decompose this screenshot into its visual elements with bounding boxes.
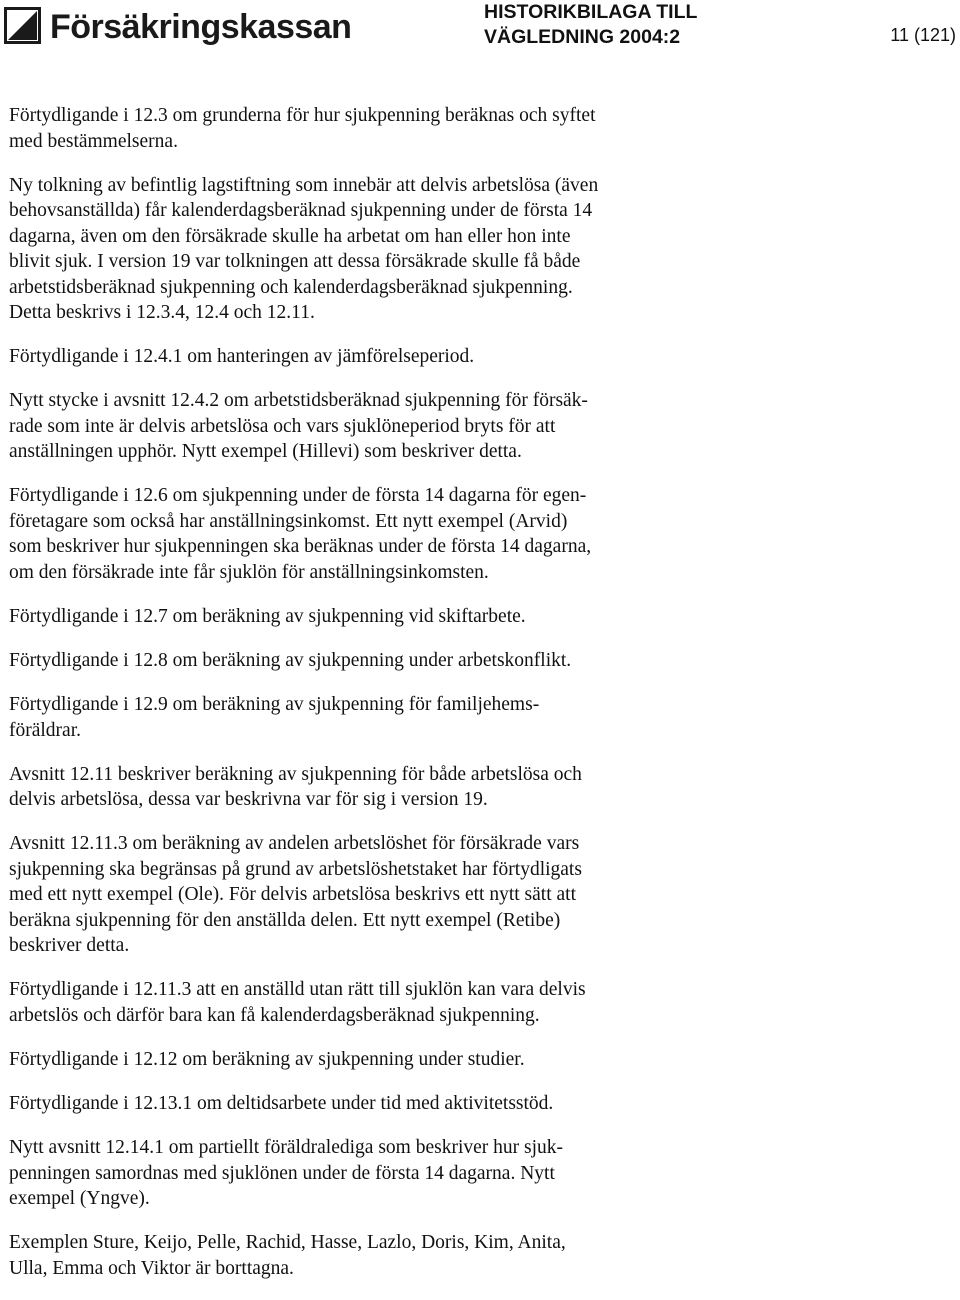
paragraph-line: anställningen upphör. Nytt exempel (Hillevi) som beskriver detta. [9, 441, 522, 463]
paragraph-line: Förtydligande i 12.7 om beräkning av sjukpenning vid skiftarbete. [9, 605, 526, 627]
logo [4, 4, 351, 47]
paragraph-line: Förtydligande i 12.13.1 om deltidsarbete under tid med aktivitetsstöd. [9, 1093, 554, 1115]
paragraph [9, 344, 949, 370]
paragraph-line: Förtydligande i 12.3 om grunderna för hur sjukpenning beräknas och syftet [9, 105, 596, 126]
page-header [0, 0, 960, 60]
paragraph-line: rade som inte är delvis arbetslösa och vars sjuklöneperiod bryts för att [9, 415, 556, 437]
document-title [484, 0, 697, 50]
paragraph-line: Nytt stycke i avsnitt 12.4.2 om arbetstidsberäknad sjukpenning för försäk- [9, 390, 588, 412]
document-body [9, 103, 949, 1300]
paragraph [9, 1091, 949, 1117]
paragraph-line: föräldrar. [9, 719, 82, 741]
paragraph [9, 831, 949, 959]
paragraph-line: sjukpenning ska begränsas på grund av arbetslöshetstaket har förtydligats [9, 858, 582, 880]
paragraph-line: Förtydligande i 12.8 om beräkning av sjukpenning under arbetskonflikt. [9, 650, 572, 672]
document-title-line-2: VÄGLEDNING 2004:2 [484, 26, 681, 48]
paragraph-line: om den försäkrade inte får sjuklön för anställningsinkomsten. [9, 561, 489, 583]
paragraph-line: arbetslös och därför bara kan få kalenderdagsberäknad sjukpenning. [9, 1004, 540, 1026]
paragraph-line: delvis arbetslösa, dessa var beskrivna var för sig i version 19. [9, 789, 488, 811]
paragraph [9, 1230, 949, 1281]
paragraph-line: Exemplen Sture, Keijo, Pelle, Rachid, Hasse, Lazlo, Doris, Kim, Anita, [9, 1232, 566, 1254]
paragraph-line: behovsanställda) får kalenderdagsberäknad sjukpenning under de första 14 [9, 200, 593, 222]
document-title-line-1: HISTORIKBILAGA TILL [484, 1, 698, 23]
paragraph-line: Ny tolkning av befintlig lagstiftning som innebär att delvis arbetslösa (även [9, 174, 599, 196]
paragraph [9, 604, 949, 630]
paragraph-line: dagarna, även om den försäkrade skulle ha arbetat om han eller hon inte [9, 225, 571, 247]
paragraph-line: Förtydligande i 12.4.1 om hanteringen av jämförelseperiod. [9, 346, 475, 368]
paragraph-line: arbetstidsberäknad sjukpenning och kalenderdagsberäknad sjukpenning. [9, 276, 573, 298]
paragraph-line: Förtydligande i 12.12 om beräkning av sjukpenning under studier. [9, 1049, 525, 1071]
paragraph [9, 1135, 949, 1212]
paragraph-line: Förtydligande i 12.9 om beräkning av sjukpenning för familjehems- [9, 694, 540, 716]
paragraph-line: företagare som också har anställningsinkomst. Ett nytt exempel (Arvid) [9, 510, 568, 532]
page-number: 11 (121) [890, 25, 956, 45]
paragraph [9, 1047, 949, 1073]
forsakringskassan-logo-icon [4, 7, 41, 44]
paragraph-line: Avsnitt 12.11 beskriver beräkning av sjukpenning för både arbetslösa och [9, 763, 582, 785]
paragraph-line: Nytt avsnitt 12.14.1 om partiellt föräldralediga som beskriver hur sjuk- [9, 1137, 564, 1159]
paragraph-line: beskriver detta. [9, 935, 130, 957]
paragraph [9, 977, 949, 1028]
paragraph-line: med ett nytt exempel (Ole). För delvis arbetslösa beskrivs ett nytt sätt att [9, 884, 576, 906]
paragraph [9, 648, 949, 674]
paragraph-line: med bestämmelserna. [9, 130, 178, 152]
paragraph [9, 388, 949, 465]
paragraph-line: exempel (Yngve). [9, 1188, 150, 1210]
paragraph-line: Avsnitt 12.11.3 om beräkning av andelen arbetslöshet för försäkrade vars [9, 833, 580, 855]
paragraph [9, 103, 949, 154]
paragraph-line: beräkna sjukpenning för den anställda delen. Ett nytt exempel (Retibe) [9, 909, 561, 931]
brand-name: Försäkringskassan [50, 8, 352, 46]
paragraph-line: som beskriver hur sjukpenningen ska beräknas under de första 14 dagarna, [9, 536, 592, 558]
paragraph-line: Ulla, Emma och Viktor är borttagna. [9, 1257, 294, 1279]
paragraph [9, 483, 949, 585]
paragraph-line: Detta beskrivs i 12.3.4, 12.4 och 12.11. [9, 302, 315, 324]
paragraph [9, 692, 949, 743]
paragraph-line: blivit sjuk. I version 19 var tolkningen att dessa försäkrade skulle få både [9, 251, 581, 273]
paragraph [9, 173, 949, 326]
paragraph-line: Förtydligande i 12.6 om sjukpenning under de första 14 dagarna för egen- [9, 485, 587, 507]
paragraph [9, 762, 949, 813]
paragraph-line: Förtydligande i 12.11.3 att en anställd utan rätt till sjuklön kan vara delvis [9, 979, 586, 1001]
paragraph-line: penningen samordnas med sjuklönen under de första 14 dagarna. Nytt [9, 1162, 555, 1184]
